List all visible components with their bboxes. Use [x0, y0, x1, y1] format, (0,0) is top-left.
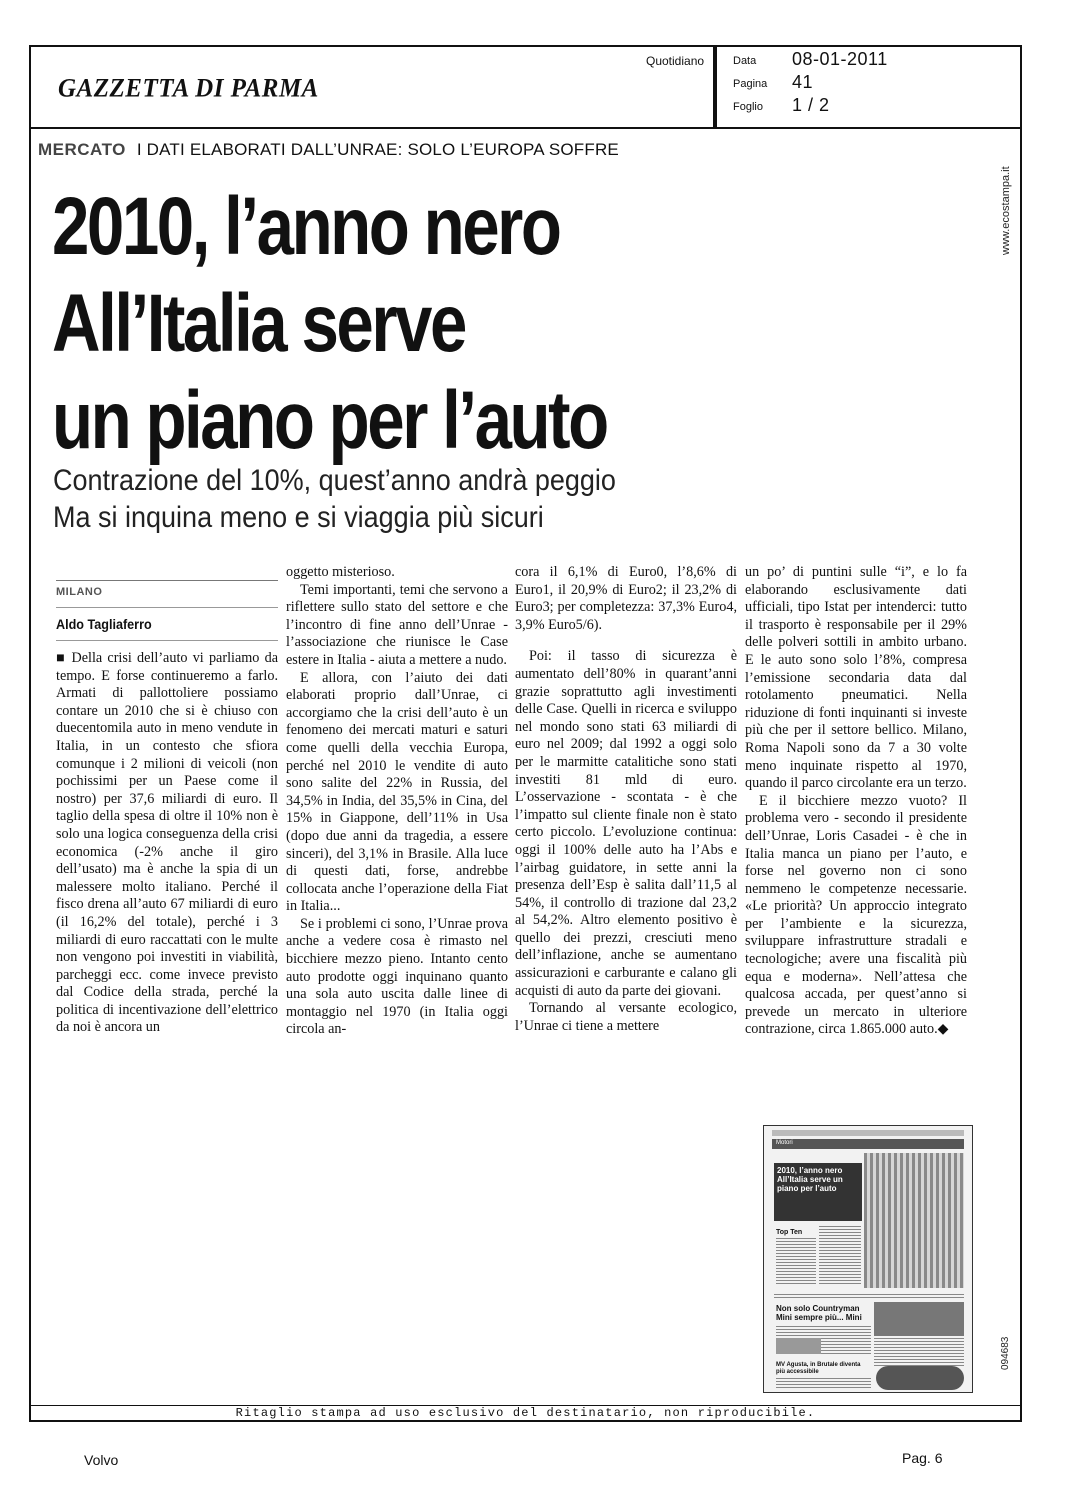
thumb-text-block [776, 1238, 816, 1286]
article-column-2 [286, 564, 508, 1039]
paragraph: E il bicchiere mezzo vuoto? Il problema vero - secondo il presidente dell’Unrae, Loris Casadei - è che in Italia manca un piano per l’auto, e forse nel governo non ci sono nemmeno le competenze necessarie. «Le priorità? Un approccio integrato per l’ambiente e la sicurezza, sviluppare infrastrutture stradali e tecnologiche; avere una fiscalità più equa e moderna». Nell’attesa che qualcosa accada, per quest’anno si prevede un mercato in ulteriore contrazione, circa 1.865.000 auto.◆ [745, 792, 967, 1038]
paragraph: E allora, con l’aiuto dei dati elaborati proprio dall’Unrae, ci accorgiamo che la crisi dell’auto è un fenomeno dei mercati maturi e saturi come quelli della vecchia Europa, perché nel 2010 le vendite di auto sono salite del 22% in Russia, del 34,5% in India, del 35,5% in Cina, del 15% in Giappone, dell’11% in Usa (dopo due anni da tragedia, a essere sinceri), del 3,1% in Brasile. Alla luce di questi dati, forse, andrebbe collocata anche l’operazione della Fiat in Italia... [286, 669, 508, 915]
pagina-value: 41 [792, 72, 814, 92]
thumb-headline: 2010, l’anno nero All’Italia serve un piano per l’auto [774, 1163, 862, 1221]
headline-line: un piano per l’auto [52, 375, 607, 466]
kicker [38, 140, 619, 160]
side-code: 094683 [1000, 1336, 1011, 1370]
paragraph: Tornando al versante ecologico, l’Unrae ci tiene a mettere [515, 1000, 737, 1034]
thumb-photo [874, 1302, 964, 1336]
footer-page-number: Pag. 6 [902, 1450, 943, 1466]
thumb-strip [772, 1130, 964, 1136]
data-label: Data [733, 55, 757, 67]
footer-note: Ritaglio stampa ad uso esclusivo del destinatario, non riproducibile. [235, 1406, 816, 1420]
thumb-text-block [819, 1226, 861, 1286]
byline-rule [56, 580, 278, 581]
subhead-line: Contrazione del 10%, quest’anno andrà peggio [53, 464, 616, 497]
paragraph: Temi importanti, temi che servono a riflettere sullo stato del settore e che l’incontro di fine anno dell’Unrae - l’associazione che riunisce le Case estere in Italia - aiuta a mettere a nudo. [286, 581, 508, 668]
headline-line: All’Italia serve [52, 278, 465, 369]
paragraph: un po’ di puntini sulle “i”, e lo fa elaborando esclusivamente dati ufficiali, tipo Istat per intenderci: tutto il trasporto è responsabile per il 29% delle polveri sottili in ambito urbano. E le auto sono solo l’8%, compresa l’emissione secondaria data dal rotolamento pneumatici. Nella riduzione di fonti inquinanti si investe più che per il settore bellico. Milano, Roma Napoli sono da 7 a 30 volte meno inquinate rispetto al 1970, quando il parco circolante era un terzo. [745, 564, 967, 792]
foglio-label: Foglio [733, 101, 763, 113]
article-column-4 [745, 564, 967, 1039]
subheadline [53, 462, 616, 536]
thumb-story-title: Non solo Countryman Mini sempre più... Mini [776, 1304, 862, 1322]
masthead: GAZZETTA DI PARMA [58, 74, 319, 103]
data-value: 08-01-2011 [792, 49, 888, 69]
paragraph: Se i problemi ci sono, l’Unrae prova anche a vedere cosa è rimasto nel bicchiere mezzo pieno. Intanto cento auto prodotte oggi inquinano quanto una sola auto uscita dalle linee di montaggio nel 1970 (in Italia oggi circola an- [286, 915, 508, 1038]
thumb-photo [776, 1338, 821, 1354]
author: Aldo Tagliaferro [56, 616, 152, 632]
article-column-1 [56, 650, 278, 1037]
thumb-text-block [874, 1338, 964, 1366]
foglio-value: 1 / 2 [792, 95, 830, 115]
side-website: www.ecostampa.it [1000, 166, 1012, 255]
page-thumbnail [763, 1125, 973, 1393]
thumb-story-title: MV Agusta, in Brutale diventa più accessibile [776, 1362, 861, 1375]
thumb-section: Motori [776, 1140, 793, 1146]
headline-line: 2010, l’anno nero [52, 181, 560, 272]
subhead-line: Ma si inquina meno e si viaggia più sicuri [53, 501, 544, 534]
thumb-header [772, 1139, 964, 1149]
pagina-label: Pagina [733, 78, 768, 90]
article-column-3 [515, 564, 737, 1035]
byline-rule [56, 607, 278, 608]
thumb-box-label: Top Ten [776, 1229, 803, 1236]
paragraph: cora il 6,1% di Euro0, l’8,6% di Euro1, il 20,9% di Euro2; il 23,2% di Euro3; per completezza: 37,3% Euro4, 3,9% Euro5/6). [515, 564, 737, 633]
thumb-text-block [774, 1294, 964, 1300]
dateline: MILANO [56, 586, 103, 598]
paragraph: Poi: il tasso di sicurezza è aumentato dell’80% in quarant’anni grazie soprattutto agli investimenti delle Case. Quelli in ricerca e sviluppo nel mondo sono stati 63 miliardi di euro nel 2009; dal 1992 a oggi solo per le marmitte catalitiche sono stati investiti 81 mld di euro. L’osservazione - scontata - è che l’impatto sul cliente finale non è stato certo piccolo. L’evoluzione continua: oggi il 100% delle auto ha l’Abs e l’airbag guidatore, in sette anni la presenza dell’Esp è salita dall’11,5 al 54%, il controllo di trazione dal 23,2 al 54,2%. Altro elemento positivo è quello dei prezzi, cresciuti meno dell’inflazione, anche se aumentano assicurazioni e carburante e calano gli acquisti di auto da parte dei giovani. [515, 648, 737, 999]
thumb-table [864, 1153, 964, 1288]
paragraph: oggetto misterioso. [286, 564, 395, 580]
paragraph: ■ Della crisi dell’auto vi parliamo da tempo. E forse continueremo a farlo. Armati di pallottoliere possiamo contare un 2010 che si è chiuso con duecentomila auto in meno vendute in Italia, in un contesto che sfiora comunque i 2 milioni di veicoli (non pochissimi per un Paese come il nostro) per 37,6 miliardi di euro. Il taglio della spesa di oltre il 10% non è solo una logica conseguenza della crisi economica (-2% anche il giro dell’usato) ma è anche la spia di un malessere molto italiano. Perché il fisco drena all’auto 67 miliardi di euro (il 16,2% del totale), perché i 3 miliardi di euro raccattati con le multe non vengono poi investiti in viabilità, parcheggi ecc. come invece previsto dal Codice della strada, perché la politica di incentivazione dell’elettrico da noi è ancora un [56, 650, 278, 1036]
headline [52, 178, 642, 469]
thumb-text-block [776, 1378, 871, 1390]
byline-rule [56, 640, 278, 641]
kicker-text: I DATI ELABORATI DALL’UNRAE: SOLO L’EUROPA SOFFRE [136, 140, 619, 159]
footer-client: Volvo [84, 1452, 119, 1468]
section-label: MERCATO [38, 140, 126, 159]
thumb-photo [876, 1366, 964, 1390]
frequency-label: Quotidiano [646, 54, 705, 68]
